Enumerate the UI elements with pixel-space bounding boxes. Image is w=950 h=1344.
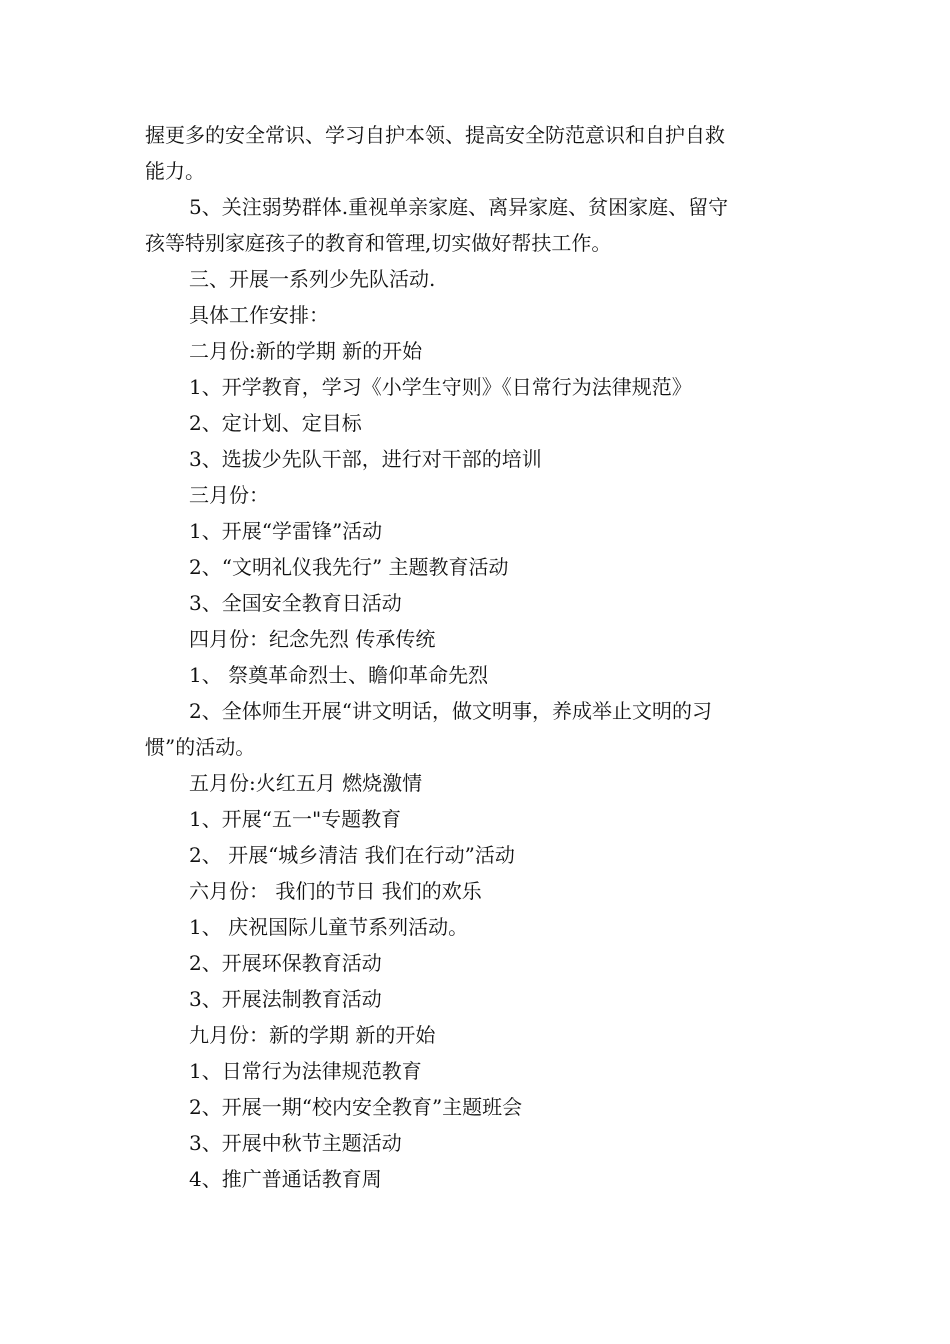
paragraph-line: 九月份：新的学期 新的开始 bbox=[189, 1023, 436, 1047]
paragraph-line: 惯”的活动。 bbox=[145, 735, 256, 759]
paragraph-line: 具体工作安排： bbox=[189, 303, 329, 327]
paragraph-line: 1、 庆祝国际儿童节系列活动。 bbox=[189, 915, 469, 939]
paragraph-line: 2、定计划、定目标 bbox=[189, 411, 362, 435]
paragraph-line: 4、推广普通话教育周 bbox=[189, 1167, 382, 1191]
paragraph-line: 三月份： bbox=[189, 483, 269, 507]
document-body bbox=[145, 117, 810, 1197]
paragraph-line: 握更多的安全常识、学习自护本领、提高安全防范意识和自护自救 bbox=[145, 123, 725, 147]
paragraph-line: 五月份:火红五月 燃烧激情 bbox=[189, 771, 423, 795]
paragraph-line: 二月份:新的学期 新的开始 bbox=[189, 339, 423, 363]
paragraph-line: 2、开展一期“校内安全教育”主题班会 bbox=[189, 1095, 523, 1119]
paragraph-line: 2、 开展“城乡清洁 我们在行动”活动 bbox=[189, 843, 515, 867]
paragraph-line: 1、 祭奠革命烈士、瞻仰革命先烈 bbox=[189, 663, 489, 687]
paragraph-line: 3、开展法制教育活动 bbox=[189, 987, 382, 1011]
paragraph-line: 3、全国安全教育日活动 bbox=[189, 591, 402, 615]
paragraph-line: 能力。 bbox=[145, 159, 205, 183]
paragraph-line: 2、全体师生开展“讲文明话，做文明事，养成举止文明的习 bbox=[189, 699, 712, 723]
paragraph-line: 四月份：纪念先烈 传承传统 bbox=[189, 627, 436, 651]
paragraph-line: 六月份： 我们的节日 我们的欢乐 bbox=[189, 879, 482, 903]
paragraph-line: 孩等特别家庭孩子的教育和管理,切实做好帮扶工作。 bbox=[145, 231, 612, 255]
paragraph-line: 5、关注弱势群体.重视单亲家庭、离异家庭、贫困家庭、留守 bbox=[189, 195, 729, 219]
paragraph-line: 1、开学教育，学习《小学生守则》《日常行为法律规范》 bbox=[189, 375, 692, 399]
paragraph-line: 1、开展“五一"专题教育 bbox=[189, 807, 402, 831]
paragraph-line: 2、开展环保教育活动 bbox=[189, 951, 382, 975]
paragraph-line: 3、开展中秋节主题活动 bbox=[189, 1131, 402, 1155]
paragraph-line: 3、选拔少先队干部，进行对干部的培训 bbox=[189, 447, 542, 471]
paragraph-line: 2、“文明礼仪我先行” 主题教育活动 bbox=[189, 555, 509, 579]
paragraph-line: 1、日常行为法律规范教育 bbox=[189, 1059, 422, 1083]
paragraph-line: 三、开展一系列少先队活动. bbox=[189, 267, 436, 291]
paragraph-line: 1、开展“学雷锋”活动 bbox=[189, 519, 383, 543]
